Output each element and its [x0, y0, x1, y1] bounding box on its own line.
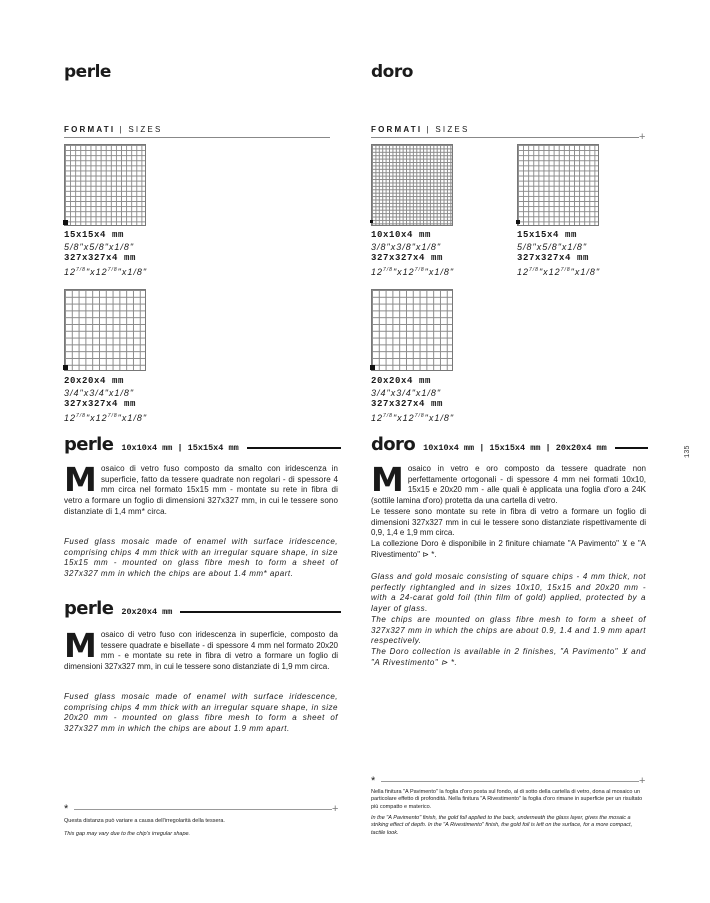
perle-20-spec [64, 376, 147, 424]
left-section-bold: FORMATI [64, 125, 116, 134]
doro-block-english-3: The Doro collection is available in 2 finishes, "A Pavimento" ⊻ and "A Rivestimento" ⊳ *. [371, 646, 646, 667]
perle-15-corner-marker [63, 220, 68, 225]
perle-block1-name: perle [64, 434, 114, 455]
perle-block2-english: Fused glass mosaic made of enamel with surface iridescence, comprising chips 4 mm thick with an irregular square shape, in size 20x20 mm - mounted on glass fibre mesh to form a sheet of 327x327 mm in which the chips are about 1.9 mm apart. [64, 692, 338, 734]
perle-block1-english: Fused glass mosaic made of enamel with surface iridescence, comprising chips 4 mm thick with an irregular square shape, in size 15x15 mm - mounted on glass fibre mesh to form a sheet of 327x327 mm in which the chips are about 1.4 mm* apart. [64, 537, 338, 579]
doro-block-header [371, 434, 648, 455]
right-footnote-it: Nella finitura "A Pavimento" la foglia d'oro posta sul fondo, al di sotto della cartella di vetro, dona al mosaico un particolare effetto di profondità. Nella finitura "A Rivestimento" la foglia d'oro rimane in superficie per un risultato più compatto e materico. [371, 789, 643, 810]
spec-line: 327x327x4 mm [517, 253, 590, 263]
perle-block2-header [64, 598, 341, 619]
spec-line: $12^{7/8}"x12^{7/8}"x1/8$" [371, 266, 455, 277]
doro-20-grid-swatch [371, 289, 453, 371]
spec-line: 20x20x4 mm [64, 376, 125, 386]
perle-block2-bar [180, 611, 341, 613]
right-section-rule [371, 137, 639, 138]
spec-line: 3/4"x3/4"x1/8" [64, 387, 135, 398]
spec-line: 327x327x4 mm [371, 399, 444, 409]
perle-block2-sizes: 20x20x4 mm [121, 607, 173, 617]
spec-line: 327x327x4 mm [64, 399, 137, 409]
perle-block1-body: osaico di vetro fuso composto da smalto con iridescenza in superficie, fatto da tessere quadrate non regolari - di spessore 4 mm circa nel formato 15x15 mm - montate su rete in fibra di vetro a formare un foglio di dimensioni 327x327 mm, in cui le tessere sono distanziate di 1,4 mm* circa. [64, 464, 338, 516]
doro-block-dropcap: M [371, 460, 404, 499]
doro-20-spec [371, 376, 454, 424]
left-section-sep: | [115, 125, 129, 134]
doro-block-text [371, 460, 646, 560]
spec-line: 5/8"x5/8"x1/8" [517, 241, 588, 252]
perle-block1-dropcap: M [64, 460, 97, 499]
doro-block-english [371, 572, 646, 668]
doro-block-body: osaico in vetro e oro composto da tessere quadrate non perfettamente ortogonali - di spessore 4 mm nei formati 10x10, 15x15 e 20x20 mm - alle quali è applicata una foglia d'oro a 24K (sottile lamina d'oro) protetta da una cartella di vetro. [371, 464, 646, 506]
doro-block-english-1: Glass and gold mosaic consisting of square chips - 4 mm thick, not perfectly rightangled and in sizes 10x10, 15x15 and 20x20 mm - with a 24-carat gold foil (thin film of gold) applied, protected by a layer of glass. [371, 572, 646, 614]
right-page-title: doro [371, 62, 413, 82]
spec-line: 15x15x4 mm [517, 230, 578, 240]
doro-10-corner-marker [370, 220, 373, 223]
left-section-rule [64, 137, 330, 138]
perle-block1-bar [247, 447, 341, 449]
spec-line: 3/8"x3/8"x1/8" [371, 241, 442, 252]
perle-block2-name: perle [64, 598, 114, 619]
right-footnote-plus: + [639, 775, 646, 787]
doro-10-grid-swatch [371, 144, 453, 226]
spec-line: 15x15x4 mm [64, 230, 125, 240]
spec-line: 20x20x4 mm [371, 376, 432, 386]
spec-line: 3/4"x3/4"x1/8" [371, 387, 442, 398]
spec-line: $12^{7/8}"x12^{7/8}"x1/8$" [64, 412, 148, 423]
doro-15-corner-marker [516, 220, 520, 224]
doro-15-grid-swatch [517, 144, 599, 226]
left-footnote-en: This gap may vary due to the chip's irregular shape. [64, 831, 191, 837]
left-footnote-rule [74, 809, 332, 810]
spec-line: 10x10x4 mm [371, 230, 432, 240]
perle-block2-dropcap: M [64, 626, 97, 665]
right-footnote-en: In the "A Pavimento" finish, the gold foil applied to the back, underneath the glass layer, gives the mosaic a striking effect of depth. In the "A Rivestimento" finish, the gold foil is left on the surface, for a more compact, tactile look. [371, 815, 633, 836]
doro-20-corner-marker [370, 365, 375, 370]
spec-line: $12^{7/8}"x12^{7/8}"x1/8$" [517, 266, 601, 277]
perle-block2-text [64, 626, 338, 673]
right-section-plus: + [639, 131, 646, 143]
left-footnote-it: Questa distanza può variare a causa dell'irregolarità della tessera. [64, 818, 225, 824]
perle-20-grid-swatch [64, 289, 146, 371]
right-footnote-rule [381, 781, 639, 782]
left-footnote-plus: + [332, 803, 339, 815]
perle-15-grid-swatch [64, 144, 146, 226]
doro-block-name: doro [371, 434, 416, 455]
perle-block1-header [64, 434, 341, 455]
perle-15-spec [64, 230, 147, 278]
left-footnote-star: * [64, 803, 69, 815]
spec-line: 327x327x4 mm [64, 253, 137, 263]
doro-block-bar [615, 447, 648, 449]
right-section-bold: FORMATI [371, 125, 423, 134]
spec-line: $12^{7/8}"x12^{7/8}"x1/8$" [64, 266, 148, 277]
spec-line: 327x327x4 mm [371, 253, 444, 263]
doro-block-body-2: Le tessere sono montate su rete in fibra di vetro a formare un foglio di dimensioni 327x327 mm in cui le tessere sono distanziate rispettivamente di 0,9, 1,4 e 1,9 mm circa. [371, 506, 646, 538]
perle-block1-sizes: 10x10x4 mm | 15x15x4 mm [121, 443, 239, 453]
doro-block-sizes: 10x10x4 mm | 15x15x4 mm | 20x20x4 mm [423, 443, 607, 453]
doro-block-english-2: The chips are mounted on glass fibre mesh to form a sheet of 327x327 mm in which the chips are about 0.9, 1.4 and 1.9 mm apart respectively. [371, 614, 646, 646]
spec-line: 5/8"x5/8"x1/8" [64, 241, 135, 252]
left-page-title: perle [64, 62, 111, 82]
right-section-sep: | [422, 125, 436, 134]
perle-block1-text [64, 460, 338, 518]
doro-15-spec [517, 230, 600, 278]
doro-block-body-3: La collezione Doro è disponibile in 2 finiture chiamate "A Pavimento" ⊻ e "A Rivestimento" ⊳ *. [371, 538, 646, 559]
perle-block2-body: osaico di vetro fuso con iridescenza in superficie, composto da tessere quadrate e bisellate - di spessore 4 mm nel formato 20x20 mm - e montate su rete in fibra di vetro a formare un foglio di dimensioni 327x327 mm, in cui le tessere sono distanziate di 1,9 mm circa. [64, 630, 338, 672]
spec-line: $12^{7/8}"x12^{7/8}"x1/8$" [371, 412, 455, 423]
left-section-heading [64, 125, 163, 134]
perle-20-corner-marker [63, 365, 68, 370]
right-section-rest: SIZES [435, 125, 470, 134]
left-section-rest: SIZES [128, 125, 163, 134]
right-section-heading [371, 125, 470, 134]
right-footnote-star: * [371, 775, 376, 787]
page-number: 135 [684, 445, 692, 458]
doro-10-spec [371, 230, 454, 278]
